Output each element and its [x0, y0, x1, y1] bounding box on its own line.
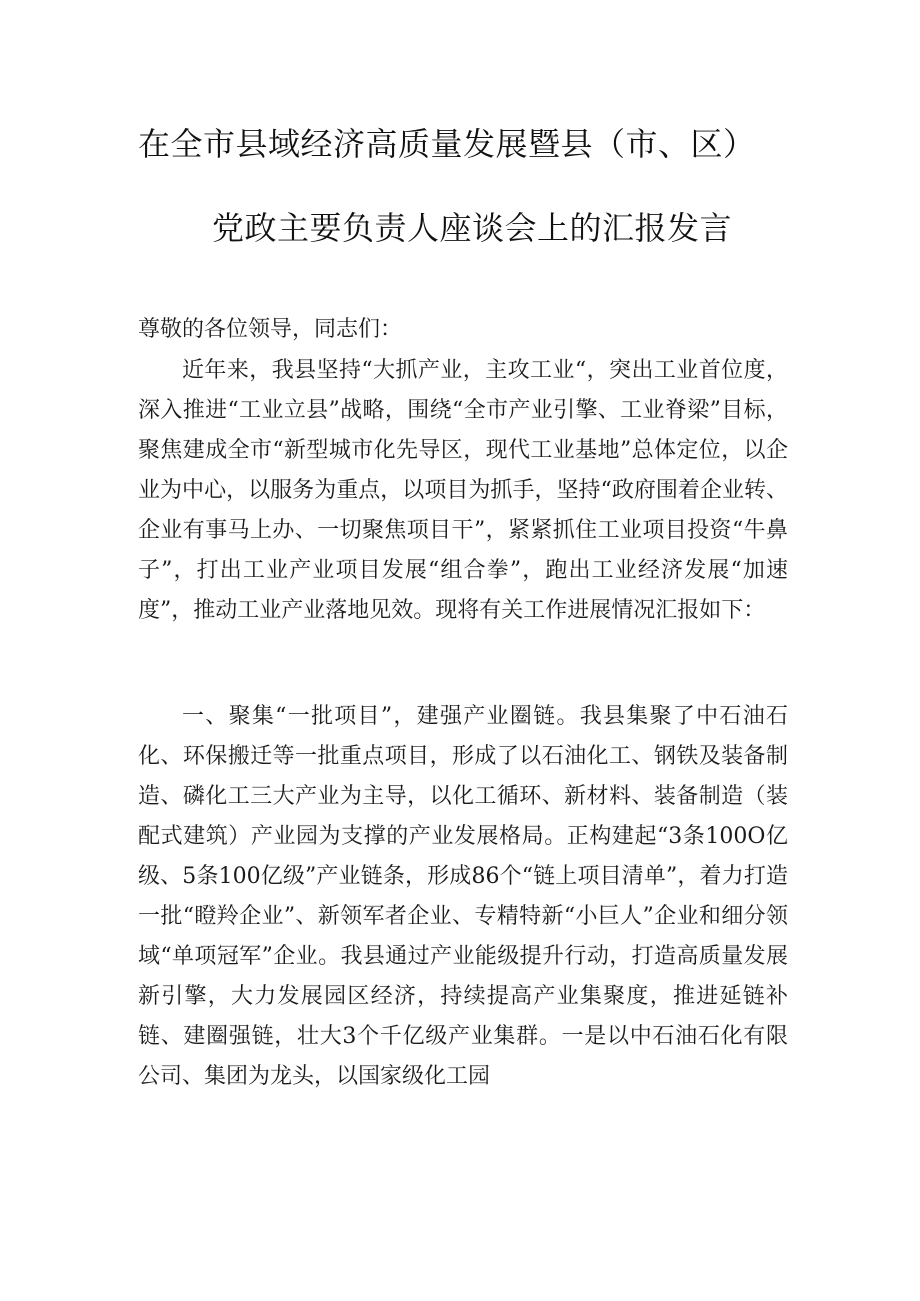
- salutation: 尊敬的各位领导，同志们：: [138, 317, 403, 342]
- document-title-line-1: 在全市县域经济高质量发展暨县（市、区）: [138, 125, 756, 163]
- document-title-line-2: 党政主要负责人座谈会上的汇报发言: [212, 209, 733, 247]
- paragraph-section-1: 一、聚集“一批项目”，建强产业圈链。我县集聚了中石油石化、环保搬迁等一批重点项目，形成了以石油化工、钢铁及装备制造、磷化工三大产业为主导，以化工循环、新材料、装备制造（装配式建筑）产业园为支撑的产业发展格局。正构建起“3条100O亿级、5条100亿级”产业链条，形成86个“链上项目清单”，着力打造一批“瞪羚企业”、新领军者企业、专精特新“小巨人”企业和细分领域“单项冠军”企业。我县通过产业能级提升行动，打造高质量发展新引擎，大力发展园区经济，持续提高产业集聚度，推进延链补链、建圈强链，壮大3个千亿级产业集群。一是以中石油石化有限公司、集团为龙头，以国家级化工园: [138, 704, 788, 1089]
- paragraph-intro: 近年来，我县坚持“大抓产业，主攻工业“，突出工业首位度，深入推进“工业立县”战略，围绕“全市产业引擎、工业脊梁”目标，聚焦建成全市“新型城市化先导区，现代工业基地”总体定位，以企业为中心，以服务为重点，以项目为抓手，坚持“政府围着企业转、企业有事马上办、一切聚焦项目干”，紧紧抓住工业项目投资“牛鼻子”，打出工业产业项目发展“组合拳”，跑出工业经济发展“加速度”，推动工业产业落地见效。现将有关工作进展情况汇报如下：: [138, 358, 788, 623]
